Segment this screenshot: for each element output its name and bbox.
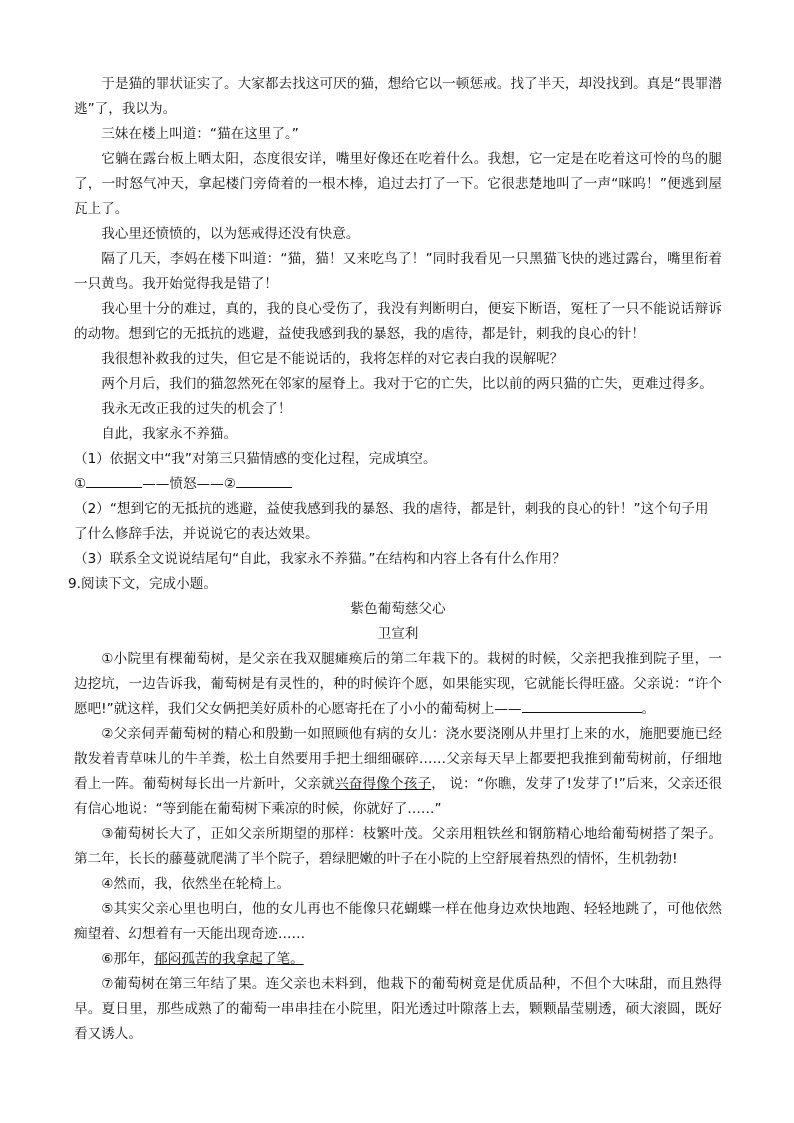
fill-label-1: ① [74, 476, 87, 492]
question-1: （1）依据文中“我”对第三只猫情感的变化过程，完成填空。 [74, 451, 437, 467]
answer-blank-2[interactable] [236, 473, 292, 488]
question-2: （2）“想到它的无抵抗的逃避，益使我感到我的暴怒、我的虐待，都是针，刺我的良心的针！”这个句子用了什么修辞手法，并说说它的表达效果。 [74, 501, 709, 542]
article-paragraph-2: ②父亲伺弄葡萄树的精心和殷勤一如照顾他有病的女儿：浇水要浇刚从井里打上来的水，施肥要施已经散发着青草味儿的牛羊粪，松土自然要用手把土细细碾碎……父亲每天早上都要把我推到葡萄树前，仔细地看上一阵。葡萄树每长出一片新叶，父亲就兴奋得像个孩子， 说：“你瞧，发芽了!发芽了!”后来，父亲还很有信心地说：“等到能在葡萄树下乘凉的时候，你就好了……” [74, 726, 723, 817]
story-paragraph-2: 三妹在楼上叫道：“猫在这里了。” [101, 126, 299, 142]
article-paragraph-4: ④然而，我，依然坐在轮椅上。 [101, 876, 291, 892]
article-paragraph-1: ①小院里有棵葡萄树，是父亲在我双腿瘫痪后的第二年栽下的。栽树的时候，父亲把我推到院子里，一边挖坑，一边告诉我，葡萄树是有灵性的，种的时候许个愿，如果能实现，它就能长得旺盛。父亲说：“许个愿吧!”就这样，我们父女俩把美好质朴的心愿寄托在了小小的葡萄树上—— 。 [74, 651, 722, 717]
document-page [68, 72, 723, 1047]
answer-blank-1[interactable] [86, 473, 142, 488]
story-paragraph-4: 我心里还愤愤的，以为惩戒得还没有快意。 [101, 226, 360, 242]
article-title: 紫色葡萄慈父心 [350, 601, 446, 617]
story-paragraph-9: 我永无改正我的过失的机会了！ [101, 401, 292, 417]
story-paragraph-7: 我很想补救我的过失，但它是不能说话的，我将怎样的对它表白我的误解呢？ [101, 351, 564, 367]
question-3: （3）联系全文说说结尾句“自此，我家永不养猫。”在结构和内容上各有什么作用？ [74, 551, 566, 567]
fill-middle: ——愤怒——② [142, 476, 236, 492]
article-paragraph-6: ⑥那年，郁闷孤苦的我拿起了笔。 [101, 951, 304, 967]
article-paragraph-5: ⑤其实父亲心里也明白，他的女儿再也不能像只花蝴蝶一样在他身边欢快地跑、轻轻地跳了，可他依然痴望着、幻想着有一天能出现奇迹…… [74, 901, 722, 942]
story-paragraph-1: 于是猫的罪状证实了。大家都去找这可厌的猫，想给它以一顿惩戒。找了半天，却没找到。真是“畏罪潜逃”了，我以为。 [74, 76, 722, 117]
underlined-phrase-1: 兴奋得像个孩子 [335, 776, 432, 792]
story-paragraph-6: 我心里十分的难过，真的，我的良心受伤了，我没有判断明白，便妄下断语，冤枉了一只不能说话辩诉的动物。想到它的无抵抗的逃避，益使我感到我的暴怒，我的虐待，都是针，刺我的良心的针！ [74, 301, 722, 342]
article-paragraph-7: ⑦葡萄树在第三年结了果。连父亲也未料到，他栽下的葡萄树竟是优质品种，不但个大味甜，而且熟得早。夏日里，那些成熟了的葡萄一串串挂在小院里，阳光透过叶隙落上去，颗颗晶莹剔透，硕大滚圆，既好看又诱人。 [74, 976, 722, 1042]
article-paragraph-3: ③葡萄树长大了，正如父亲所期望的那样：枝繁叶茂。父亲用粗铁丝和钢筋精心地给葡萄树搭了架子。第二年，长长的藤蔓就爬满了半个院子，碧绿肥嫩的叶子在小院的上空舒展着热烈的情怀，生机勃勃! [74, 826, 722, 867]
story-paragraph-8: 两个月后，我们的猫忽然死在邻家的屋脊上。我对于它的亡失，比以前的两只猫的亡失，更难过得多。 [101, 376, 713, 392]
story-paragraph-5: 隔了几天，李妈在楼下叫道：“猫，猫！又来吃鸟了！”同时我看见一只黑猫飞快的逃过露台，嘴里衔着一只黄鸟。我开始觉得我是错了！ [74, 251, 722, 292]
question-1-fill [74, 472, 722, 497]
answer-blank-3[interactable] [522, 698, 642, 713]
underlined-phrase-2: 郁闷孤苦的我拿起了笔。 [154, 951, 304, 967]
article-author: 卫宣利 [377, 626, 419, 642]
section-9-heading: 9.阅读下文，完成小题。 [68, 576, 217, 592]
story-paragraph-3: 它躺在露台板上晒太阳，态度很安详，嘴里好像还在吃着什么。我想，它一定是在吃着这可怜的鸟的腿了，一时怒气冲天，拿起楼门旁倚着的一根木棒，追过去打了一下。它很悲楚地叫了一声“咪呜！”便逃到屋瓦上了。 [74, 151, 722, 217]
story-paragraph-10: 自此，我家永不养猫。 [101, 426, 238, 442]
